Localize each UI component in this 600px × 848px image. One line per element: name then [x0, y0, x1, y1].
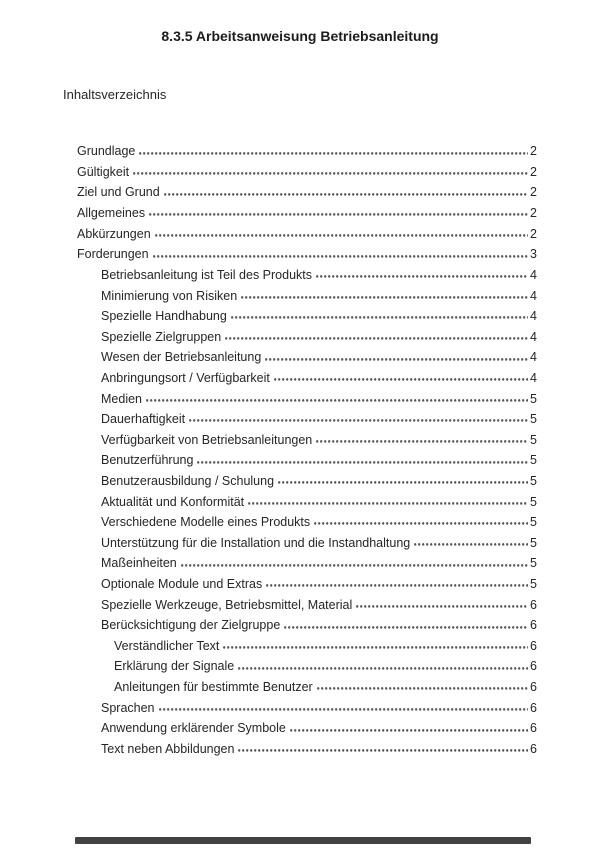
toc-entry-label: Benutzerausbildung / Schulung: [101, 473, 275, 488]
toc-entry: [63, 715, 537, 736]
toc-entry: [63, 736, 537, 757]
dotted-leader: [248, 488, 528, 509]
toc-entry-label: Text neben Abbildungen: [101, 741, 235, 756]
toc-entry-label: Wesen der Betriebsanleitung: [101, 350, 262, 365]
toc-entry: [63, 303, 537, 324]
scan-artifact-bar: [75, 837, 531, 844]
document-title: 8.3.5 Arbeitsanweisung Betriebsanleitung: [161, 28, 439, 44]
toc-entry: [63, 694, 537, 715]
toc-entry-label: Optionale Module und Extras: [101, 577, 263, 592]
dotted-leader: [238, 736, 528, 757]
toc-entry-page: 5: [530, 432, 537, 447]
toc-entry: [63, 323, 537, 344]
dotted-leader: [197, 447, 528, 468]
dotted-leader: [225, 323, 528, 344]
toc-entry: [63, 282, 537, 303]
toc-entry-page: 4: [530, 267, 537, 282]
toc-entry-page: 6: [530, 597, 537, 612]
dotted-leader: [164, 179, 528, 200]
toc-entry-page: 3: [530, 247, 537, 262]
toc-entry-page: 5: [530, 453, 537, 468]
toc-entry-page: 5: [530, 515, 537, 530]
toc-entry-page: 2: [530, 144, 537, 159]
toc-entry-page: 6: [530, 721, 537, 736]
toc-entry-page: 5: [530, 556, 537, 571]
dotted-leader: [231, 303, 528, 324]
toc-entry-label: Ziel und Grund: [77, 185, 160, 200]
dotted-leader: [274, 365, 528, 386]
dotted-leader: [146, 385, 528, 406]
toc-entry: [63, 674, 537, 695]
toc-entry-label: Erklärung der Signale: [114, 659, 235, 674]
toc-entry: [63, 571, 537, 592]
toc-entry-page: 5: [530, 535, 537, 550]
toc-entry-page: 4: [530, 370, 537, 385]
toc-entry-label: Verständlicher Text: [114, 638, 220, 653]
toc-entry-label: Betriebsanleitung ist Teil des Produkts: [101, 267, 312, 282]
toc-entry-label: Benutzerführung: [101, 453, 194, 468]
toc-entry: [63, 591, 537, 612]
toc-entry-page: 4: [530, 350, 537, 365]
toc-entry: [63, 159, 537, 180]
dotted-leader: [133, 159, 528, 180]
toc-entry-label: Berücksichtigung der Zielgruppe: [101, 618, 281, 633]
toc-entry: [63, 220, 537, 241]
dotted-leader: [317, 674, 528, 695]
toc-entry-page: 6: [530, 680, 537, 695]
toc-entry-label: Sprachen: [101, 700, 155, 715]
dotted-leader: [153, 241, 528, 262]
toc-heading: Inhaltsverzeichnis: [63, 87, 167, 102]
toc-entry: [63, 653, 537, 674]
toc-entry-label: Minimierung von Risiken: [101, 288, 238, 303]
toc-entry-label: Anbringungsort / Verfügbarkeit: [101, 370, 270, 385]
dotted-leader: [316, 427, 528, 448]
dotted-leader: [181, 550, 528, 571]
toc-entry-page: 2: [530, 185, 537, 200]
toc-entry: [63, 406, 537, 427]
toc-entry-label: Maßeinheiten: [101, 556, 177, 571]
dotted-leader: [284, 612, 528, 633]
toc-entry-label: Aktualität und Konformität: [101, 494, 245, 509]
dotted-leader: [189, 406, 528, 427]
toc-entry: [63, 427, 537, 448]
table-of-contents: [63, 138, 537, 756]
toc-entry-label: Anleitungen für bestimmte Benutzer: [114, 680, 313, 695]
toc-entry-page: 6: [530, 638, 537, 653]
toc-entry-page: 5: [530, 577, 537, 592]
toc-entry-label: Gültigkeit: [77, 164, 130, 179]
toc-entry-label: Anwendung erklärender Symbole: [101, 721, 286, 736]
dotted-leader: [314, 509, 528, 530]
dotted-leader: [149, 200, 528, 221]
toc-entry-page: 2: [530, 226, 537, 241]
toc-entry-page: 4: [530, 329, 537, 344]
toc-entry-page: 2: [530, 206, 537, 221]
toc-entry-page: 6: [530, 659, 537, 674]
toc-entry-page: 5: [530, 494, 537, 509]
toc-entry: [63, 550, 537, 571]
toc-entry: [63, 488, 537, 509]
toc-entry: [63, 468, 537, 489]
toc-entry-label: Medien: [101, 391, 142, 406]
dotted-leader: [238, 653, 528, 674]
dotted-leader: [265, 344, 528, 365]
dotted-leader: [241, 282, 528, 303]
toc-entry: [63, 530, 537, 551]
toc-entry: [63, 509, 537, 530]
toc-entry: [63, 612, 537, 633]
toc-entry-page: 5: [530, 473, 537, 488]
dotted-leader: [266, 571, 528, 592]
dotted-leader: [278, 468, 528, 489]
toc-entry: [63, 200, 537, 221]
dotted-leader: [223, 633, 528, 654]
toc-entry: [63, 344, 537, 365]
dotted-leader: [159, 694, 529, 715]
toc-entry: [63, 179, 537, 200]
toc-entry-page: 5: [530, 412, 537, 427]
dotted-leader: [356, 591, 528, 612]
dotted-leader: [414, 530, 528, 551]
toc-entry-page: 6: [530, 741, 537, 756]
toc-entry: [63, 138, 537, 159]
toc-entry-label: Grundlage: [77, 144, 136, 159]
dotted-leader: [155, 220, 528, 241]
dotted-leader: [316, 262, 528, 283]
toc-entry-page: 4: [530, 309, 537, 324]
toc-entry: [63, 633, 537, 654]
toc-entry-page: 4: [530, 288, 537, 303]
toc-entry: [63, 365, 537, 386]
dotted-leader: [290, 715, 528, 736]
toc-entry-page: 5: [530, 391, 537, 406]
toc-entry-page: 6: [530, 700, 537, 715]
toc-entry: [63, 385, 537, 406]
toc-entry-label: Allgemeines: [77, 206, 146, 221]
toc-entry-label: Spezielle Werkzeuge, Betriebsmittel, Material: [101, 597, 353, 612]
toc-entry-label: Verfügbarkeit von Betriebsanleitungen: [101, 432, 313, 447]
toc-entry-label: Spezielle Handhabung: [101, 309, 227, 324]
toc-entry-label: Spezielle Zielgruppen: [101, 329, 222, 344]
toc-entry: [63, 241, 537, 262]
toc-entry-page: 6: [530, 618, 537, 633]
toc-entry-label: Forderungen: [77, 247, 149, 262]
toc-entry-label: Unterstützung für die Installation und die Instandhaltung: [101, 535, 411, 550]
dotted-leader: [139, 138, 528, 159]
toc-entry-label: Dauerhaftigkeit: [101, 412, 186, 427]
toc-entry: [63, 262, 537, 283]
toc-entry: [63, 447, 537, 468]
toc-entry-label: Abkürzungen: [77, 226, 151, 241]
toc-entry-page: 2: [530, 164, 537, 179]
toc-entry-label: Verschiedene Modelle eines Produkts: [101, 515, 311, 530]
